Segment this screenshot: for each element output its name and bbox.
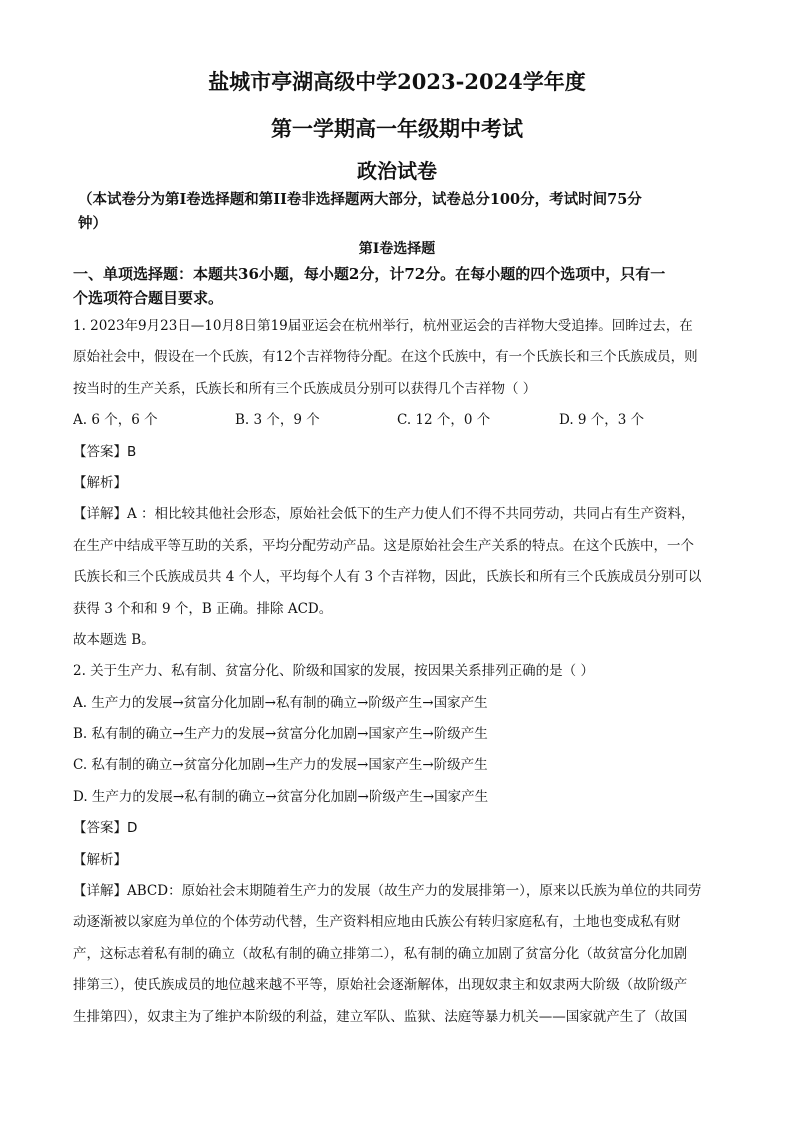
analysis-label: 【解析】: [73, 474, 127, 491]
option-c: C. 12 个，0 个: [397, 412, 491, 429]
exam-note-line: 钟）: [78, 215, 107, 232]
detail-line: 【详解】A ：相比较其他社会形态，原始社会低下的生产力使人们不得不共同劳动，共同占有生产资料，: [73, 506, 695, 523]
detail-line: 【详解】ABCD：原始社会末期随着生产力的发展（故生产力的发展排第一），原来以氏族为单位的共同劳: [73, 883, 702, 900]
answer-label: 【答案】D: [73, 820, 138, 837]
exam-title-school: 盐城市亭湖高级中学2023-2024学年度: [208, 69, 586, 94]
section-title: 第Ⅰ卷选择题: [358, 241, 436, 257]
question-options: [73, 405, 725, 436]
option-d: D. 9 个，3 个: [559, 412, 645, 429]
detail-line: 生排第四），奴隶主为了维护本阶级的利益，建立军队、监狱、法庭等暴力机关——国家就产生了（故国: [73, 1008, 688, 1025]
detail-line: 产，这标志着私有制的确立（故私有制的确立排第二），私有制的确立加剧了贫富分化（故贫富分化加剧: [73, 945, 688, 962]
detail-line: 氏族长和三个氏族成员共 4 个人，平均每个人有 3 个吉祥物，因此，氏族长和所有三个氏族成员分别可以: [73, 569, 702, 586]
exam-title-subject: 政治试卷: [357, 159, 437, 183]
question-2: [73, 656, 725, 1033]
exam-note: [78, 188, 728, 236]
detail-line: 动逐渐被以家庭为单位的个体劳动代替，生产资料相应地由氏族公有转归家庭私有，土地也变成私有财: [73, 914, 681, 931]
option-b: B. 3 个，9 个: [235, 412, 320, 429]
option-d: D. 生产力的发展→私有制的确立→贫富分化加剧→阶级产生→国家产生: [73, 788, 489, 805]
question-1: [73, 311, 725, 656]
exam-title-term: 第一学期高一年级期中考试: [271, 116, 523, 141]
instruction-line: 一、单项选择题：本题共36小题，每小题2分，计72分。在每小题的四个选项中，只有一: [73, 265, 666, 283]
option-a: A. 生产力的发展→贫富分化加剧→私有制的确立→阶级产生→国家产生: [73, 694, 488, 711]
question-stem-line: 1. 2023年9月23日—10月8日第19届亚运会在杭州举行，杭州亚运会的吉祥物大受追捧。回眸过去，在: [73, 318, 693, 334]
instruction-line: 个选项符合题目要求。: [73, 289, 224, 307]
detail-line: 在生产中结成平等互助的关系，平均分配劳动产品。这是原始社会生产关系的特点。在这个氏族中，一个: [73, 537, 694, 554]
analysis-label: 【解析】: [73, 851, 127, 868]
question-stem-line: 原始社会中，假设在一个氏族，有12个吉祥物待分配。在这个氏族中，有一个氏族长和三个氏族成员，则: [73, 349, 698, 366]
option-b: B. 私有制的确立→生产力的发展→贫富分化加剧→国家产生→阶级产生: [73, 726, 488, 743]
conclusion-line: 故本题选 B。: [73, 631, 155, 648]
option-c: C. 私有制的确立→贫富分化加剧→生产力的发展→国家产生→阶级产生: [73, 757, 488, 774]
question-body: [73, 311, 725, 1033]
question-stem-line: 2. 关于生产力、私有制、贫富分化、阶级和国家的发展，按因果关系排列正确的是（ ）: [73, 663, 594, 680]
detail-line: 排第三），使氏族成员的地位越来越不平等，原始社会逐渐解体，出现奴隶主和奴隶两大阶级（故阶级产: [73, 977, 688, 994]
section-instructions: [73, 262, 725, 310]
answer-label: 【答案】B: [73, 443, 137, 460]
question-stem-line: 按当时的生产关系，氏族长和所有三个氏族成员分别可以获得几个吉祥物（ ）: [73, 380, 537, 397]
option-a: A. 6 个，6 个: [73, 412, 158, 429]
detail-line: 获得 3 个和和 9 个，B 正确。排除 ACD。: [73, 600, 333, 617]
exam-note-line: （本试卷分为第Ⅰ卷选择题和第II卷非选择题两大部分，试卷总分100分，考试时间75分: [78, 191, 642, 208]
